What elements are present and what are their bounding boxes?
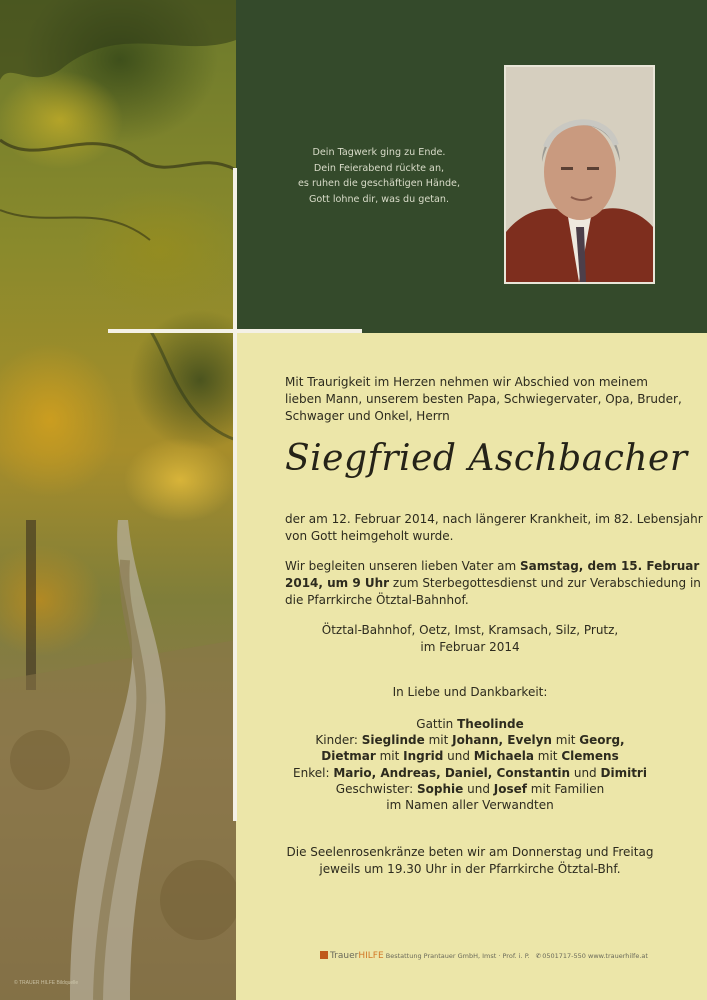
cross-vertical-beam [233,168,237,821]
trauerhilfe-logo: TrauerHILFE [320,951,384,961]
service-date: Samstag, dem 15. Februar [519,559,700,573]
intro-paragraph [285,374,682,425]
service-time: 2014, um 9 Uhr [285,576,390,590]
poem-line: Gott lohne dir, was du getan. [308,193,450,205]
rosary-line: Die Seelenrosenkränze beten wir am Donnerstag und Freitag [286,845,654,859]
deceased-name: Siegfried Aschbacher [285,438,688,479]
cross-horizontal-beam [108,329,362,333]
phone-icon: ✆ [535,952,542,960]
rosary-line: jeweils um 19.30 Uhr in der Pfarrkirche Ötztal-Bhf. [319,862,621,876]
rosary-notice [285,844,655,878]
forest-path-illustration [0,0,236,1000]
photo-credit: © TRAUER HILFE Bildquelle [14,980,79,986]
poem-line: Dein Tagwerk ging zu Ende. [312,147,446,158]
intro-line: Mit Traurigkeit im Herzen nehmen wir Abschied von meinem [285,375,648,389]
service-location: die Pfarrkirche Ötztal-Bahnhof. [285,593,469,607]
mourner-siblings: Geschwister: Sophie und Josef mit Familien [335,781,605,796]
mourner-children-1: Kinder: Sieglinde mit Johann, Evelyn mit Georg, [315,733,625,748]
logo-mark-icon [320,951,328,959]
footer [320,951,648,961]
intro-line: lieben Mann, unserem besten Papa, Schwiegervater, Opa, Bruder, [285,392,682,406]
location-date [285,622,655,656]
footer-phone: 0501717-550 [542,952,586,960]
mourners-list [285,716,655,813]
mourner-relatives: im Namen aller Verwandten [386,798,554,813]
funeral-service-info [285,558,701,609]
forest-path-photo [0,0,236,1000]
death-notice [285,511,703,545]
mourner-wife: Gattin Theolinde [416,717,524,731]
location-month: im Februar 2014 [420,640,520,654]
poem-line: Dein Feierabend rückte an, [313,162,445,174]
death-line: von Gott heimgeholt wurde. [285,529,454,543]
mourner-children-2: Dietmar mit Ingrid und Michaela mit Clemens [321,749,619,764]
poem-line: es ruhen die geschäftigen Hände, [298,178,460,190]
love-line: In Liebe und Dankbarkeit: [392,685,548,699]
intro-line: Schwager und Onkel, Herrn [285,409,450,423]
death-line: der am 12. Februar 2014, nach längerer Krankheit, im 82. Lebensjahr [285,512,703,526]
service-text: zum Sterbegottesdienst und zur Verabschiedung in [389,576,701,590]
location-places: Ötztal-Bahnhof, Oetz, Imst, Kramsach, Silz, Prutz, [321,623,619,637]
footer-website[interactable]: www.trauerhilfe.at [588,952,648,960]
portrait-photo [504,65,655,284]
service-text: Wir begleiten unseren lieben Vater am [285,559,520,573]
mourner-grandchildren: Enkel: Mario, Andreas, Daniel, Constantin und Dimitri [293,765,647,780]
memorial-poem [292,145,466,207]
footer-company: Bestattung Prantauer GmbH, Imst · Prof. i. P. [385,952,530,960]
portrait-illustration [506,67,653,282]
